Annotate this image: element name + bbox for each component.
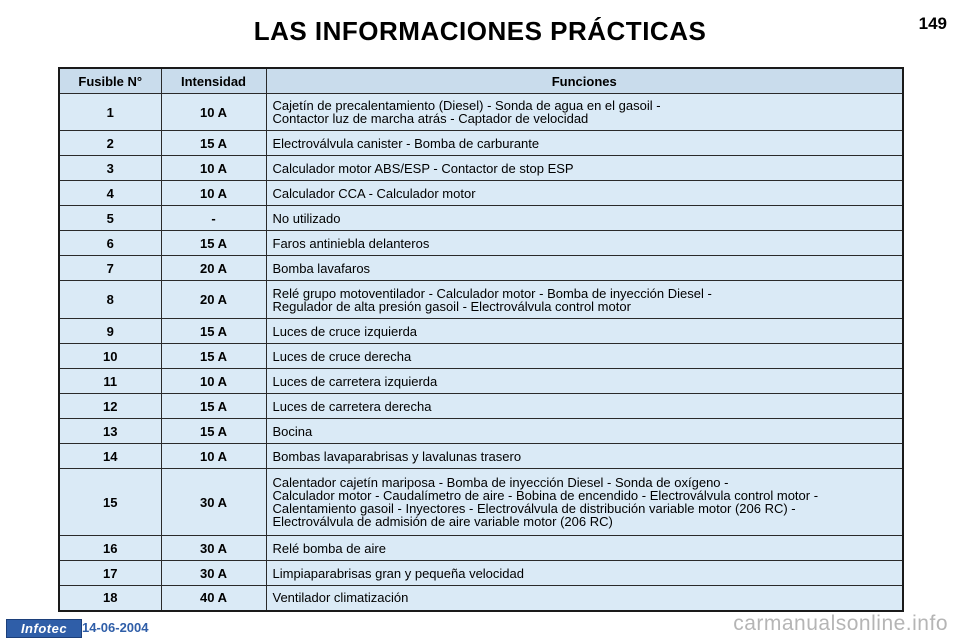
functions-cell: No utilizado [266, 206, 903, 231]
table-row [59, 94, 903, 131]
functions-cell: Bocina [266, 419, 903, 444]
amperage-cell: 20 A [161, 256, 266, 281]
functions-cell: Cajetín de precalentamiento (Diesel) - Sonda de agua en el gasoil - Contactor luz de marcha atrás - Captador de velocidad [266, 94, 903, 131]
functions-cell: Calculador CCA - Calculador motor [266, 181, 903, 206]
fuse-number-cell: 17 [59, 561, 161, 586]
page-number: 149 [918, 14, 947, 33]
amperage-cell: 10 A [161, 444, 266, 469]
page-title: LAS INFORMACIONES PRÁCTICAS [253, 16, 707, 46]
amperage-cell: 15 A [161, 419, 266, 444]
table-row [59, 206, 903, 231]
table-row [59, 536, 903, 561]
fuse-number-cell: 9 [59, 319, 161, 344]
amperage-cell: 10 A [161, 181, 266, 206]
table-row [59, 131, 903, 156]
fuse-number-cell: 5 [59, 206, 161, 231]
functions-cell: Luces de cruce derecha [266, 344, 903, 369]
column-header-fuse: Fusible N° [59, 68, 161, 94]
functions-cell: Bombas lavaparabrisas y lavalunas trasero [266, 444, 903, 469]
infotec-logo: Infotec [6, 619, 82, 638]
table-row [59, 156, 903, 181]
amperage-cell: 15 A [161, 131, 266, 156]
functions-cell: Electroválvula canister - Bomba de carburante [266, 131, 903, 156]
amperage-cell: 10 A [161, 94, 266, 131]
amperage-cell: 30 A [161, 561, 266, 586]
table-body [59, 94, 903, 611]
functions-cell: Bomba lavafaros [266, 256, 903, 281]
functions-cell: Limpiaparabrisas gran y pequeña velocidad [266, 561, 903, 586]
table-row [59, 344, 903, 369]
table-row [59, 469, 903, 536]
fuse-number-cell: 13 [59, 419, 161, 444]
functions-cell: Relé bomba de aire [266, 536, 903, 561]
functions-cell: Luces de cruce izquierda [266, 319, 903, 344]
fuse-number-cell: 18 [59, 586, 161, 611]
table-row [59, 419, 903, 444]
amperage-cell: 20 A [161, 281, 266, 319]
table-header-row [59, 68, 903, 94]
fuse-number-cell: 7 [59, 256, 161, 281]
functions-cell: Relé grupo motoventilador - Calculador motor - Bomba de inyección Diesel - Regulador de alta presión gasoil - Electroválvula control motor [266, 281, 903, 319]
fuse-number-cell: 4 [59, 181, 161, 206]
amperage-cell: 15 A [161, 231, 266, 256]
table-row [59, 181, 903, 206]
functions-cell: Ventilador climatización [266, 586, 903, 611]
fuse-number-cell: 10 [59, 344, 161, 369]
column-header-amperage: Intensidad [161, 68, 266, 94]
amperage-cell: 15 A [161, 344, 266, 369]
table-row [59, 394, 903, 419]
table-row [59, 444, 903, 469]
table-row [59, 586, 903, 611]
table-row [59, 369, 903, 394]
functions-cell: Calculador motor ABS/ESP - Contactor de stop ESP [266, 156, 903, 181]
amperage-cell: 10 A [161, 369, 266, 394]
functions-cell: Luces de carretera derecha [266, 394, 903, 419]
amperage-cell: 30 A [161, 536, 266, 561]
fuse-number-cell: 3 [59, 156, 161, 181]
functions-cell: Faros antiniebla delanteros [266, 231, 903, 256]
fuse-number-cell: 16 [59, 536, 161, 561]
fuse-number-cell: 11 [59, 369, 161, 394]
functions-cell: Calentador cajetín mariposa - Bomba de inyección Diesel - Sonda de oxígeno - Calculador motor - Caudalímetro de aire - Bobina de encendido - Electroválvula control motor - Calentamiento gasoil - Inyectores - Electroválvula de distribución variable motor (206 RC) - Electroválvula de admisión de aire variable motor (206 RC) [266, 469, 903, 536]
functions-cell: Luces de carretera izquierda [266, 369, 903, 394]
fuse-number-cell: 2 [59, 131, 161, 156]
fuse-table [58, 67, 904, 612]
table-row [59, 231, 903, 256]
amperage-cell: 10 A [161, 156, 266, 181]
amperage-cell: 15 A [161, 319, 266, 344]
amperage-cell: 40 A [161, 586, 266, 611]
table-row [59, 281, 903, 319]
table-row [59, 561, 903, 586]
fuse-number-cell: 15 [59, 469, 161, 536]
fuse-number-cell: 1 [59, 94, 161, 131]
footer-date: 14-06-2004 [82, 620, 149, 635]
table-row [59, 319, 903, 344]
amperage-cell: 30 A [161, 469, 266, 536]
fuse-number-cell: 14 [59, 444, 161, 469]
amperage-cell: - [161, 206, 266, 231]
amperage-cell: 15 A [161, 394, 266, 419]
column-header-functions: Funciones [266, 68, 903, 94]
fuse-number-cell: 8 [59, 281, 161, 319]
watermark: carmanualsonline.info [733, 612, 948, 635]
fuse-number-cell: 6 [59, 231, 161, 256]
table-row [59, 256, 903, 281]
fuse-number-cell: 12 [59, 394, 161, 419]
